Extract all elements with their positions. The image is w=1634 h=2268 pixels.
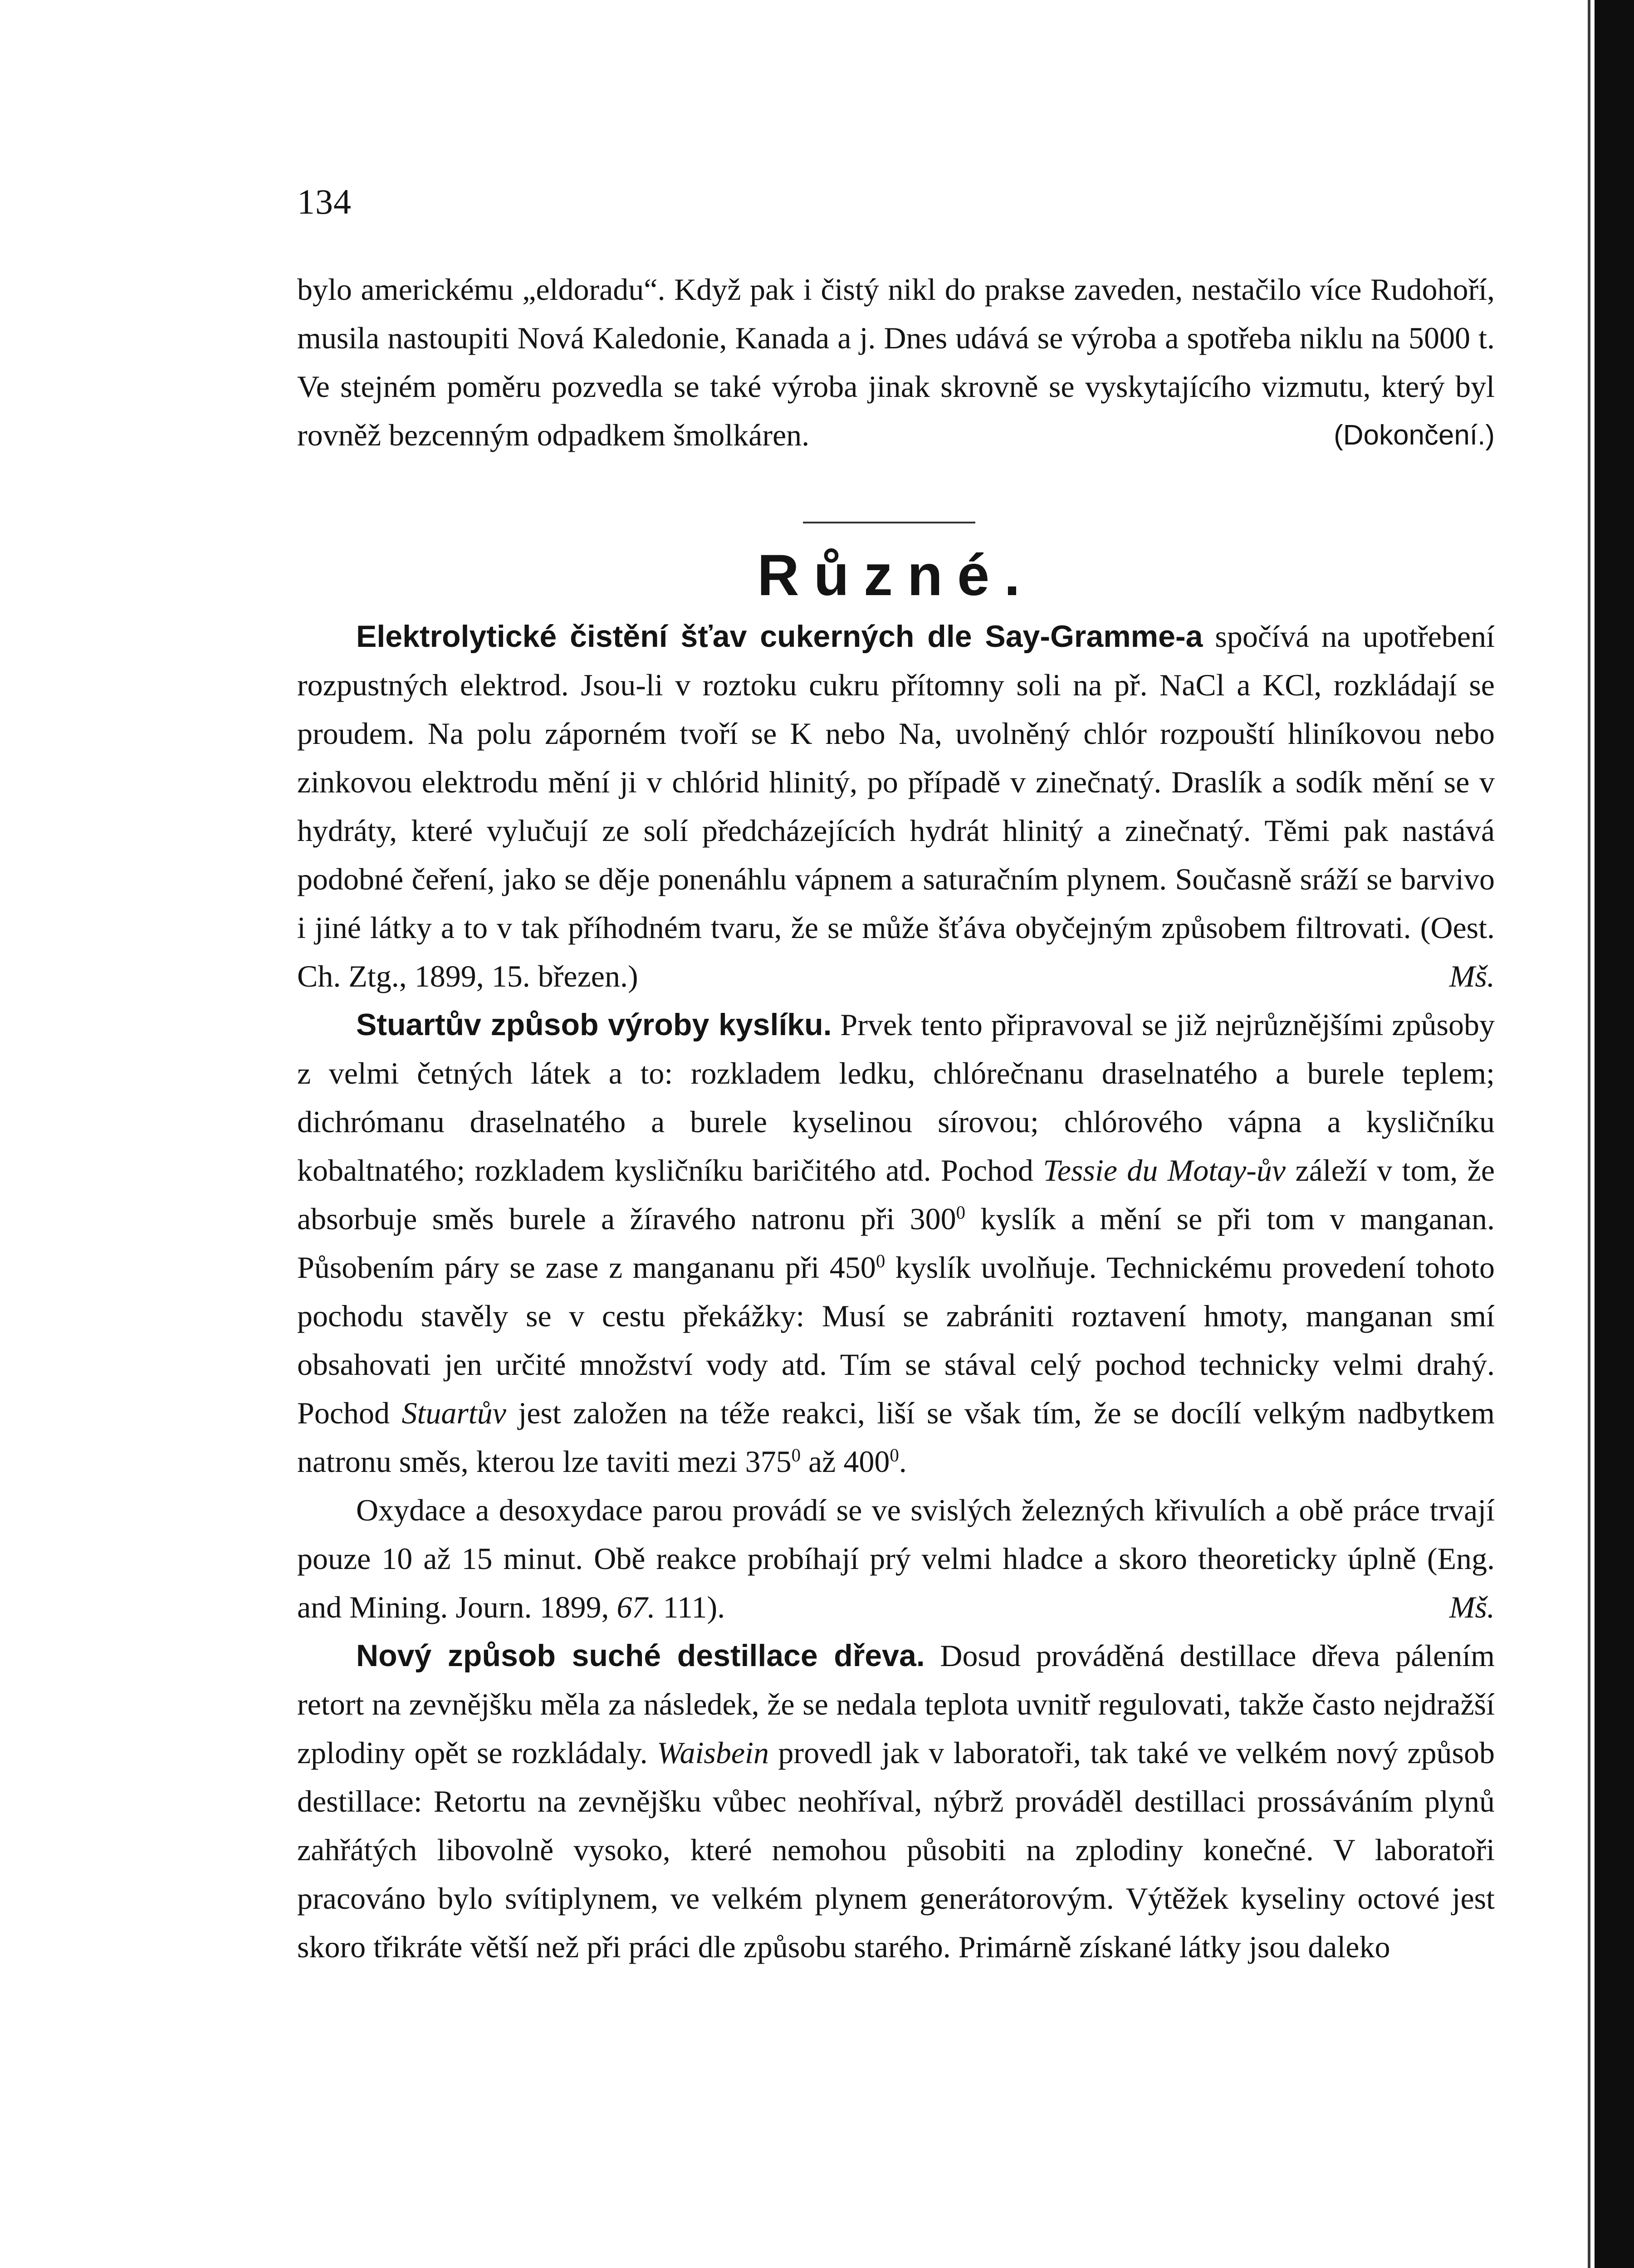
- article-body: .: [899, 1444, 907, 1479]
- article-heading: Nový způsob suché destillace dřeva.: [356, 1638, 925, 1673]
- article-body: až 400: [808, 1444, 890, 1479]
- degree-mark: 0: [890, 1445, 899, 1466]
- person-name: Waisbein: [657, 1735, 769, 1770]
- scan-border: [1595, 0, 1634, 2268]
- article-wood-distillation: [297, 1632, 1495, 1971]
- journal-volume: 67.: [616, 1590, 656, 1624]
- continuation-note: (Dokončení.): [1334, 420, 1495, 451]
- scan-edge-line: [1588, 0, 1590, 2268]
- continuation-paragraph: [297, 265, 1495, 459]
- articles: [297, 612, 1495, 1971]
- person-name: Stuartův: [401, 1396, 506, 1430]
- degree-mark: 0: [956, 1202, 966, 1223]
- section-divider: [803, 522, 975, 523]
- article-signature: Mš.: [1449, 959, 1495, 993]
- continuation-block: [297, 265, 1495, 459]
- page-number: 134: [297, 182, 352, 221]
- article-heading: Stuartův způsob výroby kyslíku.: [356, 1007, 832, 1042]
- article-body: jest založen na téže reakci, liší se však tím, že se docílí velkým nadbytkem natronu směs, kterou lze taviti mezi 375: [297, 1396, 1495, 1479]
- continuation-text: bylo americkému „eldoradu“. Když pak i čistý nikl do prakse zaveden, nestačilo více Rudohoří, musila nastoupiti Nová Kaledonie, Kanada a j. Dnes udává se výroba a spotřeba niklu na 5000 t. Ve stejném poměru pozvedla se také výroba jinak skrovně se vyskytajícího vizmutu, který byl rovněž bezcenným odpadkem šmolkáren.: [297, 272, 1495, 452]
- article-body: Oxydace a desoxydace parou provádí se ve svislých železných křivulích a obě práce trvají pouze 10 až 15 minut. Obě reakce probíhají prý velmi hladce a skoro theoreticky úplně (Eng. and Mining. Journ. 1899,: [297, 1493, 1495, 1624]
- article-body: záleží v tom, že absorbuje směs burele a žíravého natronu při 300: [297, 1153, 1495, 1236]
- article-body: provedl jak v laboratoři, tak také ve velkém nový způsob destillace: Retortu na zevnějšku vůbec neohříval, nýbrž prováděl destillaci prossáváním plynů zahřátých libovolně vysoko, které nemohou působiti na zplodiny konečné. V laboratoři pracováno bylo svítiplynem, ve velkém plynem generátorovým. Výtěžek kyseliny octové jest skoro třikráte větší než při práci dle způsobu starého. Primárně získané látky jsou daleko: [297, 1735, 1495, 1964]
- article-electrolytic: [297, 612, 1495, 1001]
- section-title: Různé.: [757, 543, 1035, 608]
- degree-mark: 0: [791, 1445, 801, 1466]
- person-name: Tessie du Motay-ův: [1043, 1153, 1286, 1188]
- article-body: Dosud prováděná destillace dřeva pálením retort na zevnějšku měla za následek, že se nedala teplota uvnitř regulovati, takže často nejdražší zplodiny opět se rozkládaly.: [297, 1638, 1495, 1770]
- article-heading: Elektrolytické čistění šťav cukerných dle Say-Gramme-a: [356, 619, 1203, 654]
- article-body: 111).: [663, 1590, 725, 1624]
- article-stuart-paragraph-2: [297, 1486, 1495, 1632]
- article-body: kyslík a mění se při tom v manganan. Působením páry se zase z mangananu při 450: [297, 1202, 1495, 1285]
- article-body: Prvek tento připravoval se již nejrůznějšími způsoby z velmi četných látek a to: rozkladem ledku, chlórečnanu draselnatého a burele teplem; dichrómanu draselnatého a burele kyselinou sírovou; chlórového vápna a kysličníku kobaltnatého; rozkladem kysličníku baričitého atd. Pochod: [297, 1007, 1495, 1188]
- article-stuart: [297, 1001, 1495, 1486]
- article-body: kyslík uvolňuje. Technickému provedení tohoto pochodu stavěly se v cestu překážky: Musí se zabrániti roztavení hmoty, manganan smí obsahovati jen určité množství vody atd. Tím se stával celý pochod technicky velmi drahý. Pochod: [297, 1250, 1495, 1430]
- article-signature: Mš.: [1449, 1590, 1495, 1624]
- degree-mark: 0: [876, 1251, 885, 1271]
- article-body: spočívá na upotřebení rozpustných elektrod. Jsou-li v roztoku cukru přítomny soli na př. NaCl a KCl, rozkládají se proudem. Na polu záporném tvoří se K nebo Na, uvolněný chlór rozpouští hliníkovou nebo zinkovou elektrodu mění ji v chlórid hlinitý, po případě v zinečnatý. Draslík a sodík mění se v hydráty, které vylučují ze solí předcházejících hydrát hlinitý a zinečnatý. Těmi pak nastává podobné čeření, jako se děje ponenáhlu vápnem a saturačním plynem. Současně sráží se barvivo i jiné látky a to v tak příhodném tvaru, že se může šťáva obyčejným způsobem filtrovati. (Oest. Ch. Ztg., 1899, 15. březen.): [297, 619, 1495, 993]
